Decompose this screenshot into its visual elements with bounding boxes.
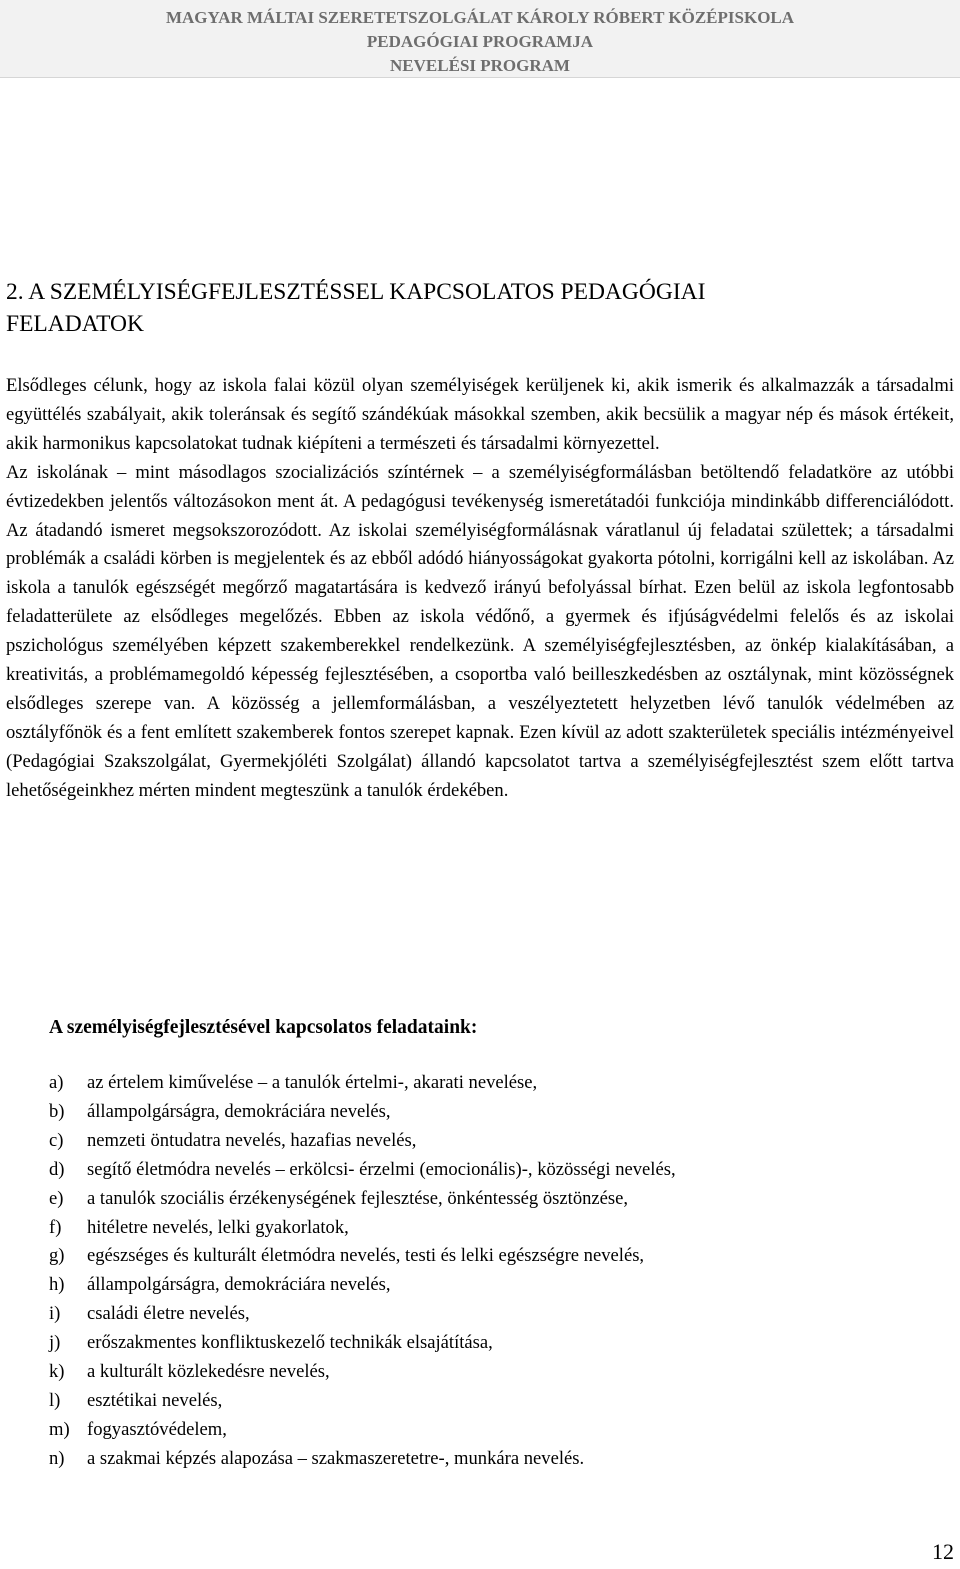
paragraph-school-role: Az iskolának – mint másodlagos szocializációs színtérnek – a személyiségformálásban betöltendő feladatköre az utóbbi évtizedekben jelentős változásokon ment át. A pedagógusi tevékenység ismeretátadói funkciója mindinkább differenciálódott. Az átadandó ismeret megsokszorozódott. Az iskolai személyiségformálásnak váratlanul új feladatai születtek; a társadalmi problémák a családi körben is megjelentek és az ebből adódó hiányosságokat gyakorta pótolni, korrigálni kell az iskolában. Az iskola a tanulók egészségét megőrző magatartására is kedvező irányú befolyással bírhat. Ezen belül az iskola legfontosabb feladatterülete az elsődleges megelőzés. Ebben az iskola védőnő, a gyermek és ifjúságvédelmi felelős és az iskolai pszichológus személyében képzett szakemberekkel rendelkezünk. A személyiségfejlesztésben, az önkép kialakításában, a kreativitás, a problémamegoldó képesség fejlesztésében, a csoportba való beilleszkedésben az osztálynak, mint közösségnek elsődleges szerepe van. A közösség a jellemformálásban, a veszélyeztetett helyzetben lévő tanulók védelmében az osztályfőnök és a fent említett szakemberek fontos szerepet kapnak. Ezen kívül az adott szakterületek speciális intézményeivel (Pedagógiai Szakszolgálat, Gyermekjóléti Szolgálat) állandó kapcsolatot tartva a személyiségfejlesztést szem előtt tartva lehetőségeinkhez mérten mindent megteszünk a tanulók érdekében. — [6, 461, 954, 801]
task-letter: d) — [49, 1158, 65, 1180]
task-text: segítő életmódra nevelés – erkölcsi- érzelmi (emocionális)-, közösségi nevelés, — [87, 1158, 676, 1180]
task-text: családi életre nevelés, — [87, 1303, 250, 1325]
task-text: hitéletre nevelés, lelki gyakorlatok, — [87, 1216, 349, 1238]
task-letter: b) — [49, 1100, 65, 1122]
chapter-title — [6, 276, 926, 340]
page-header — [0, 0, 960, 78]
task-text: fogyasztóvédelem, — [87, 1418, 227, 1440]
task-list-item — [49, 1156, 676, 1185]
page-number: 12 — [932, 1539, 954, 1564]
header-program-title: PEDAGÓGIAI PROGRAMJA — [366, 32, 594, 51]
task-list-item — [49, 1329, 676, 1358]
task-letter: k) — [49, 1361, 65, 1383]
chapter-title-line2: FELADATOK — [6, 311, 144, 337]
task-list-item — [49, 1127, 676, 1156]
task-text: nemzeti öntudatra nevelés, hazafias nevelés, — [87, 1129, 417, 1151]
task-list-item — [49, 1185, 676, 1214]
task-list-item — [49, 1242, 676, 1271]
task-text: az értelem kiművelése – a tanulók értelmi-, akarati nevelése, — [87, 1072, 538, 1093]
paragraph-goals: Elsődleges célunk, hogy az iskola falai közül olyan személyiségek kerüljenek ki, akik ismerik és alkalmazzák a társadalmi együttélés szabályait, akik toleránsak és segítő szándékúak másokkal szemben, akik becsülik a magyar nép és mások értékeit, akik harmonikus kapcsolatokat tudnak kiépíteni a természeti és társadalmi környezettel. — [6, 375, 954, 454]
task-list-item — [49, 1387, 676, 1416]
chapter-title-line1: 2. A SZEMÉLYISÉGFEJLESZTÉSSEL KAPCSOLATOS PEDAGÓGIAI — [6, 279, 706, 305]
task-letter: j) — [49, 1332, 61, 1354]
header-section-title: NEVELÉSI PROGRAM — [390, 56, 570, 75]
task-letter: a) — [49, 1072, 64, 1093]
task-text: erőszakmentes konfliktuskezelő technikák elsajátítása, — [87, 1332, 493, 1354]
task-letter: i) — [49, 1303, 61, 1325]
task-letter: l) — [49, 1389, 61, 1411]
task-list-item — [49, 1214, 676, 1243]
task-letter: m) — [49, 1418, 70, 1440]
task-list-item — [49, 1069, 676, 1098]
task-list-item — [49, 1271, 676, 1300]
task-letter: h) — [49, 1274, 65, 1296]
task-text: állampolgárságra, demokráciára nevelés, — [87, 1274, 391, 1296]
task-list-item — [49, 1358, 676, 1387]
task-letter: e) — [49, 1187, 64, 1209]
task-list-item — [49, 1445, 676, 1474]
task-text: a tanulók szociális érzékenységének fejlesztése, önkéntesség ösztönzése, — [87, 1187, 629, 1209]
task-letter: c) — [49, 1129, 64, 1151]
task-list-item — [49, 1300, 676, 1329]
task-letter: n) — [49, 1447, 65, 1469]
task-letter: f) — [49, 1216, 62, 1238]
task-text: a kulturált közlekedésre nevelés, — [87, 1361, 330, 1383]
task-list-item — [49, 1098, 676, 1127]
task-letter: g) — [49, 1245, 65, 1267]
task-text: a szakmai képzés alapozása – szakmaszeretetre-, munkára nevelés. — [87, 1447, 585, 1469]
task-text: egészséges és kulturált életmódra nevelés, testi és lelki egészségre nevelés, — [87, 1245, 645, 1267]
header-school-name: MAGYAR MÁLTAI SZERETETSZOLGÁLAT KÁROLY RÓBERT KÖZÉPISKOLA — [165, 8, 795, 27]
tasks-heading: A személyiségfejlesztésével kapcsolatos feladataink: — [49, 1017, 478, 1038]
body-text — [6, 372, 954, 806]
task-list-item — [49, 1416, 676, 1445]
task-text: állampolgárságra, demokráciára nevelés, — [87, 1100, 391, 1122]
task-text: esztétikai nevelés, — [87, 1389, 223, 1411]
task-list — [49, 1069, 676, 1474]
